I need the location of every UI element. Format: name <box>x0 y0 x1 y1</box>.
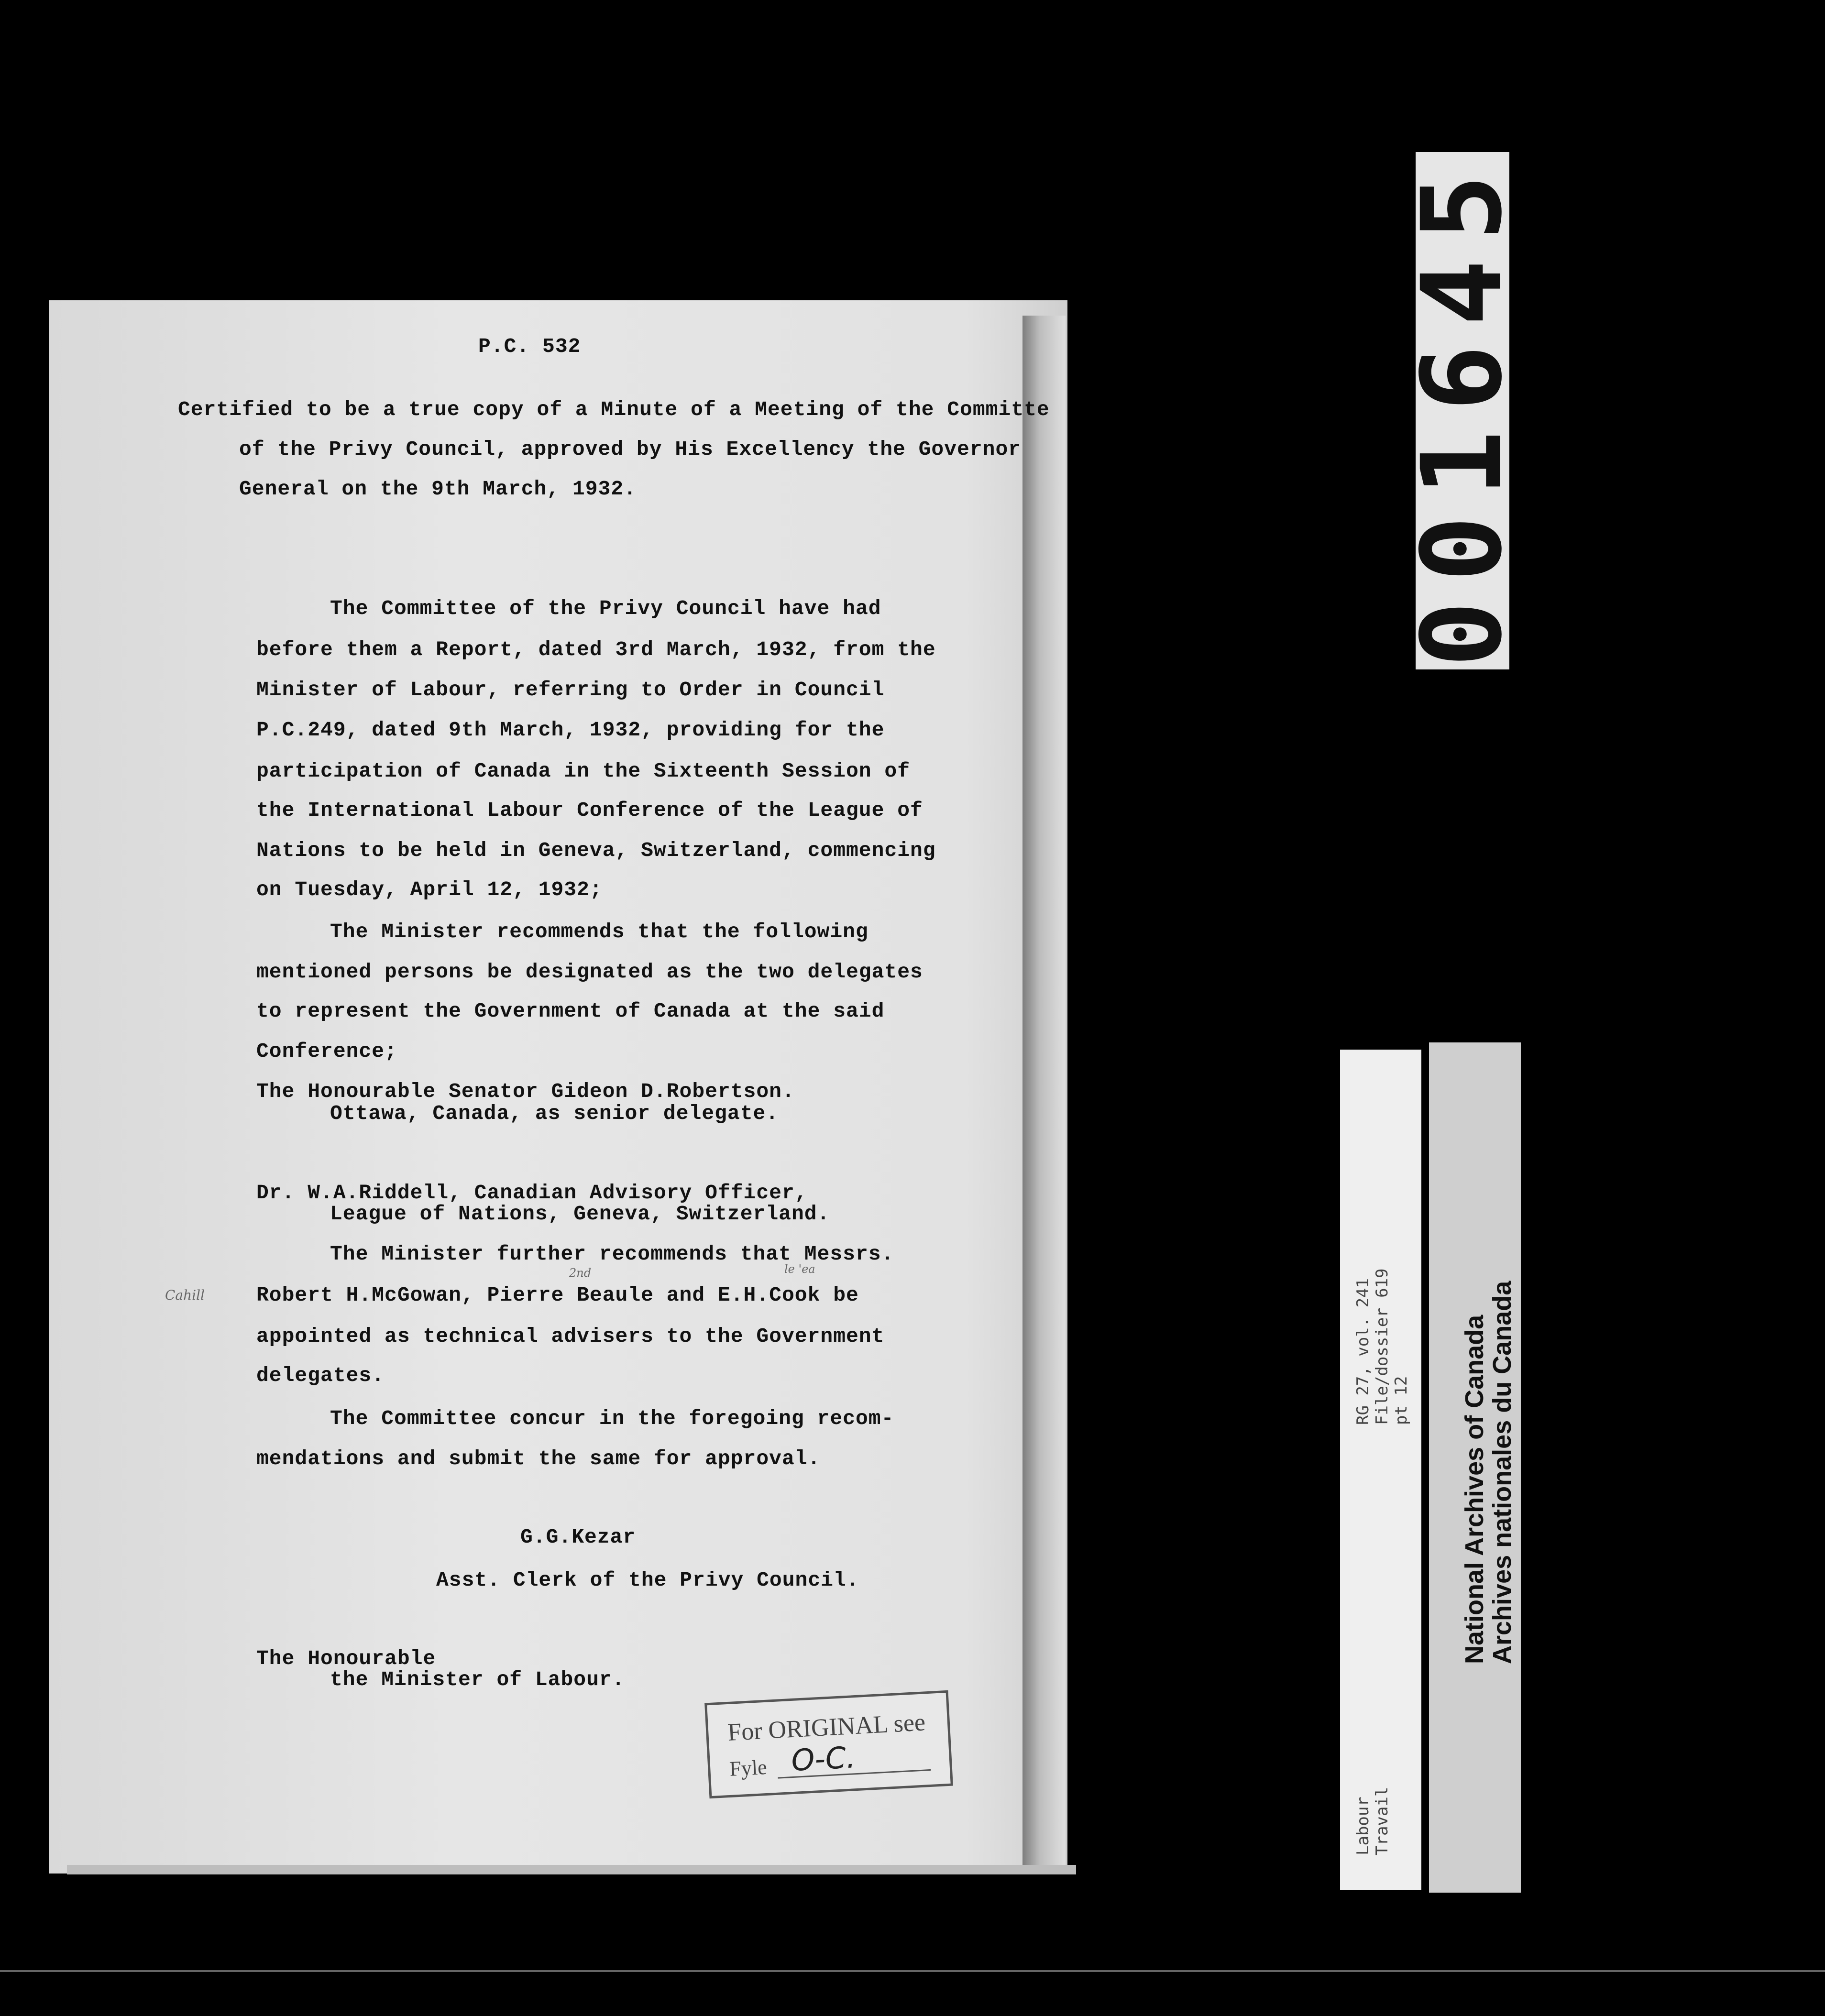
body-line-20: delegates. <box>256 1364 385 1387</box>
signature-name: G.G.Kezar <box>520 1525 636 1549</box>
film-bottom-band <box>0 1970 1825 1972</box>
archive-label-reference <box>1340 1050 1421 1890</box>
addressee-line-2: the Minister of Labour. <box>330 1668 625 1691</box>
body-line-22: mendations and submit the same for approval. <box>256 1447 821 1470</box>
body-line-18: Robert H.McGowan, Pierre Beaule and E.H.Cook be <box>256 1283 859 1307</box>
delegate-1-name: The Honourable Senator Gideon D.Robertson. <box>256 1080 795 1103</box>
body-line-21: The Committee concur in the foregoing recom- <box>330 1407 894 1430</box>
reference-line-3: pt 12 <box>1392 1376 1411 1425</box>
addressee-line-1: The Honourable <box>256 1647 436 1670</box>
body-line-3: Minister of Labour, referring to Order in Council <box>256 678 885 701</box>
certification-line-1: Certified to be a true copy of a Minute of a Meeting of the Committe <box>178 398 1050 421</box>
body-line-5: participation of Canada in the Sixteenth Session of <box>256 759 911 783</box>
handwriting-above-beaule: 2nd <box>569 1266 592 1280</box>
department-line-2: Travail <box>1373 1786 1392 1855</box>
frame-number: 001645 <box>1398 155 1527 668</box>
body-line-17: The Minister further recommends that Messrs. <box>330 1242 894 1266</box>
reference-line-2: File/dossier 619 <box>1373 1268 1392 1425</box>
institution-line-2: Archives nationales du Canada <box>1488 1281 1517 1664</box>
reference-line-1: RG 27, vol. 241 <box>1353 1278 1373 1425</box>
margin-handwriting: Cahill <box>165 1287 205 1303</box>
body-line-12: Conference; <box>256 1040 397 1063</box>
page-edge-shadow <box>1022 316 1066 1870</box>
body-line-2: before them a Report, dated 3rd March, 1932, from the <box>256 638 936 661</box>
page-bottom-edge <box>67 1865 1076 1874</box>
body-line-11: to represent the Government of Canada at the said <box>256 999 885 1023</box>
original-stamp <box>704 1690 953 1798</box>
delegate-1-detail: Ottawa, Canada, as senior delegate. <box>330 1102 779 1125</box>
body-line-1: The Committee of the Privy Council have had <box>330 597 881 620</box>
body-line-6: the International Labour Conference of the League of <box>256 799 923 822</box>
handwriting-above-cook: le 'ea <box>784 1262 815 1276</box>
body-line-8: on Tuesday, April 12, 1932; <box>256 878 603 901</box>
department-line-1: Labour <box>1353 1797 1373 1855</box>
certification-line-3: General on the 9th March, 1932. <box>239 477 637 501</box>
body-line-9: The Minister recommends that the following <box>330 920 869 943</box>
delegate-2-name: Dr. W.A.Riddell, Canadian Advisory Officer, <box>256 1181 808 1205</box>
signature-title: Asst. Clerk of the Privy Council. <box>436 1568 859 1592</box>
body-line-4: P.C.249, dated 9th March, 1932, providing for the <box>256 718 885 742</box>
stamp-fyle-value: O-C. <box>790 1740 857 1778</box>
delegate-2-detail: League of Nations, Geneva, Switzerland. <box>330 1202 830 1226</box>
body-line-10: mentioned persons be designated as the two delegates <box>256 960 923 984</box>
stamp-line-1: For ORIGINAL see <box>726 1709 926 1747</box>
pc-number: P.C. 532 <box>478 335 581 358</box>
stamp-fyle-label: Fyle <box>729 1755 768 1781</box>
body-line-19: appointed as technical advisers to the Government <box>256 1325 885 1348</box>
body-line-7: Nations to be held in Geneva, Switzerland, commencing <box>256 839 936 862</box>
certification-line-2: of the Privy Council, approved by His Excellency the Governor <box>239 438 1022 461</box>
institution-line-1: National Archives of Canada <box>1460 1315 1489 1664</box>
